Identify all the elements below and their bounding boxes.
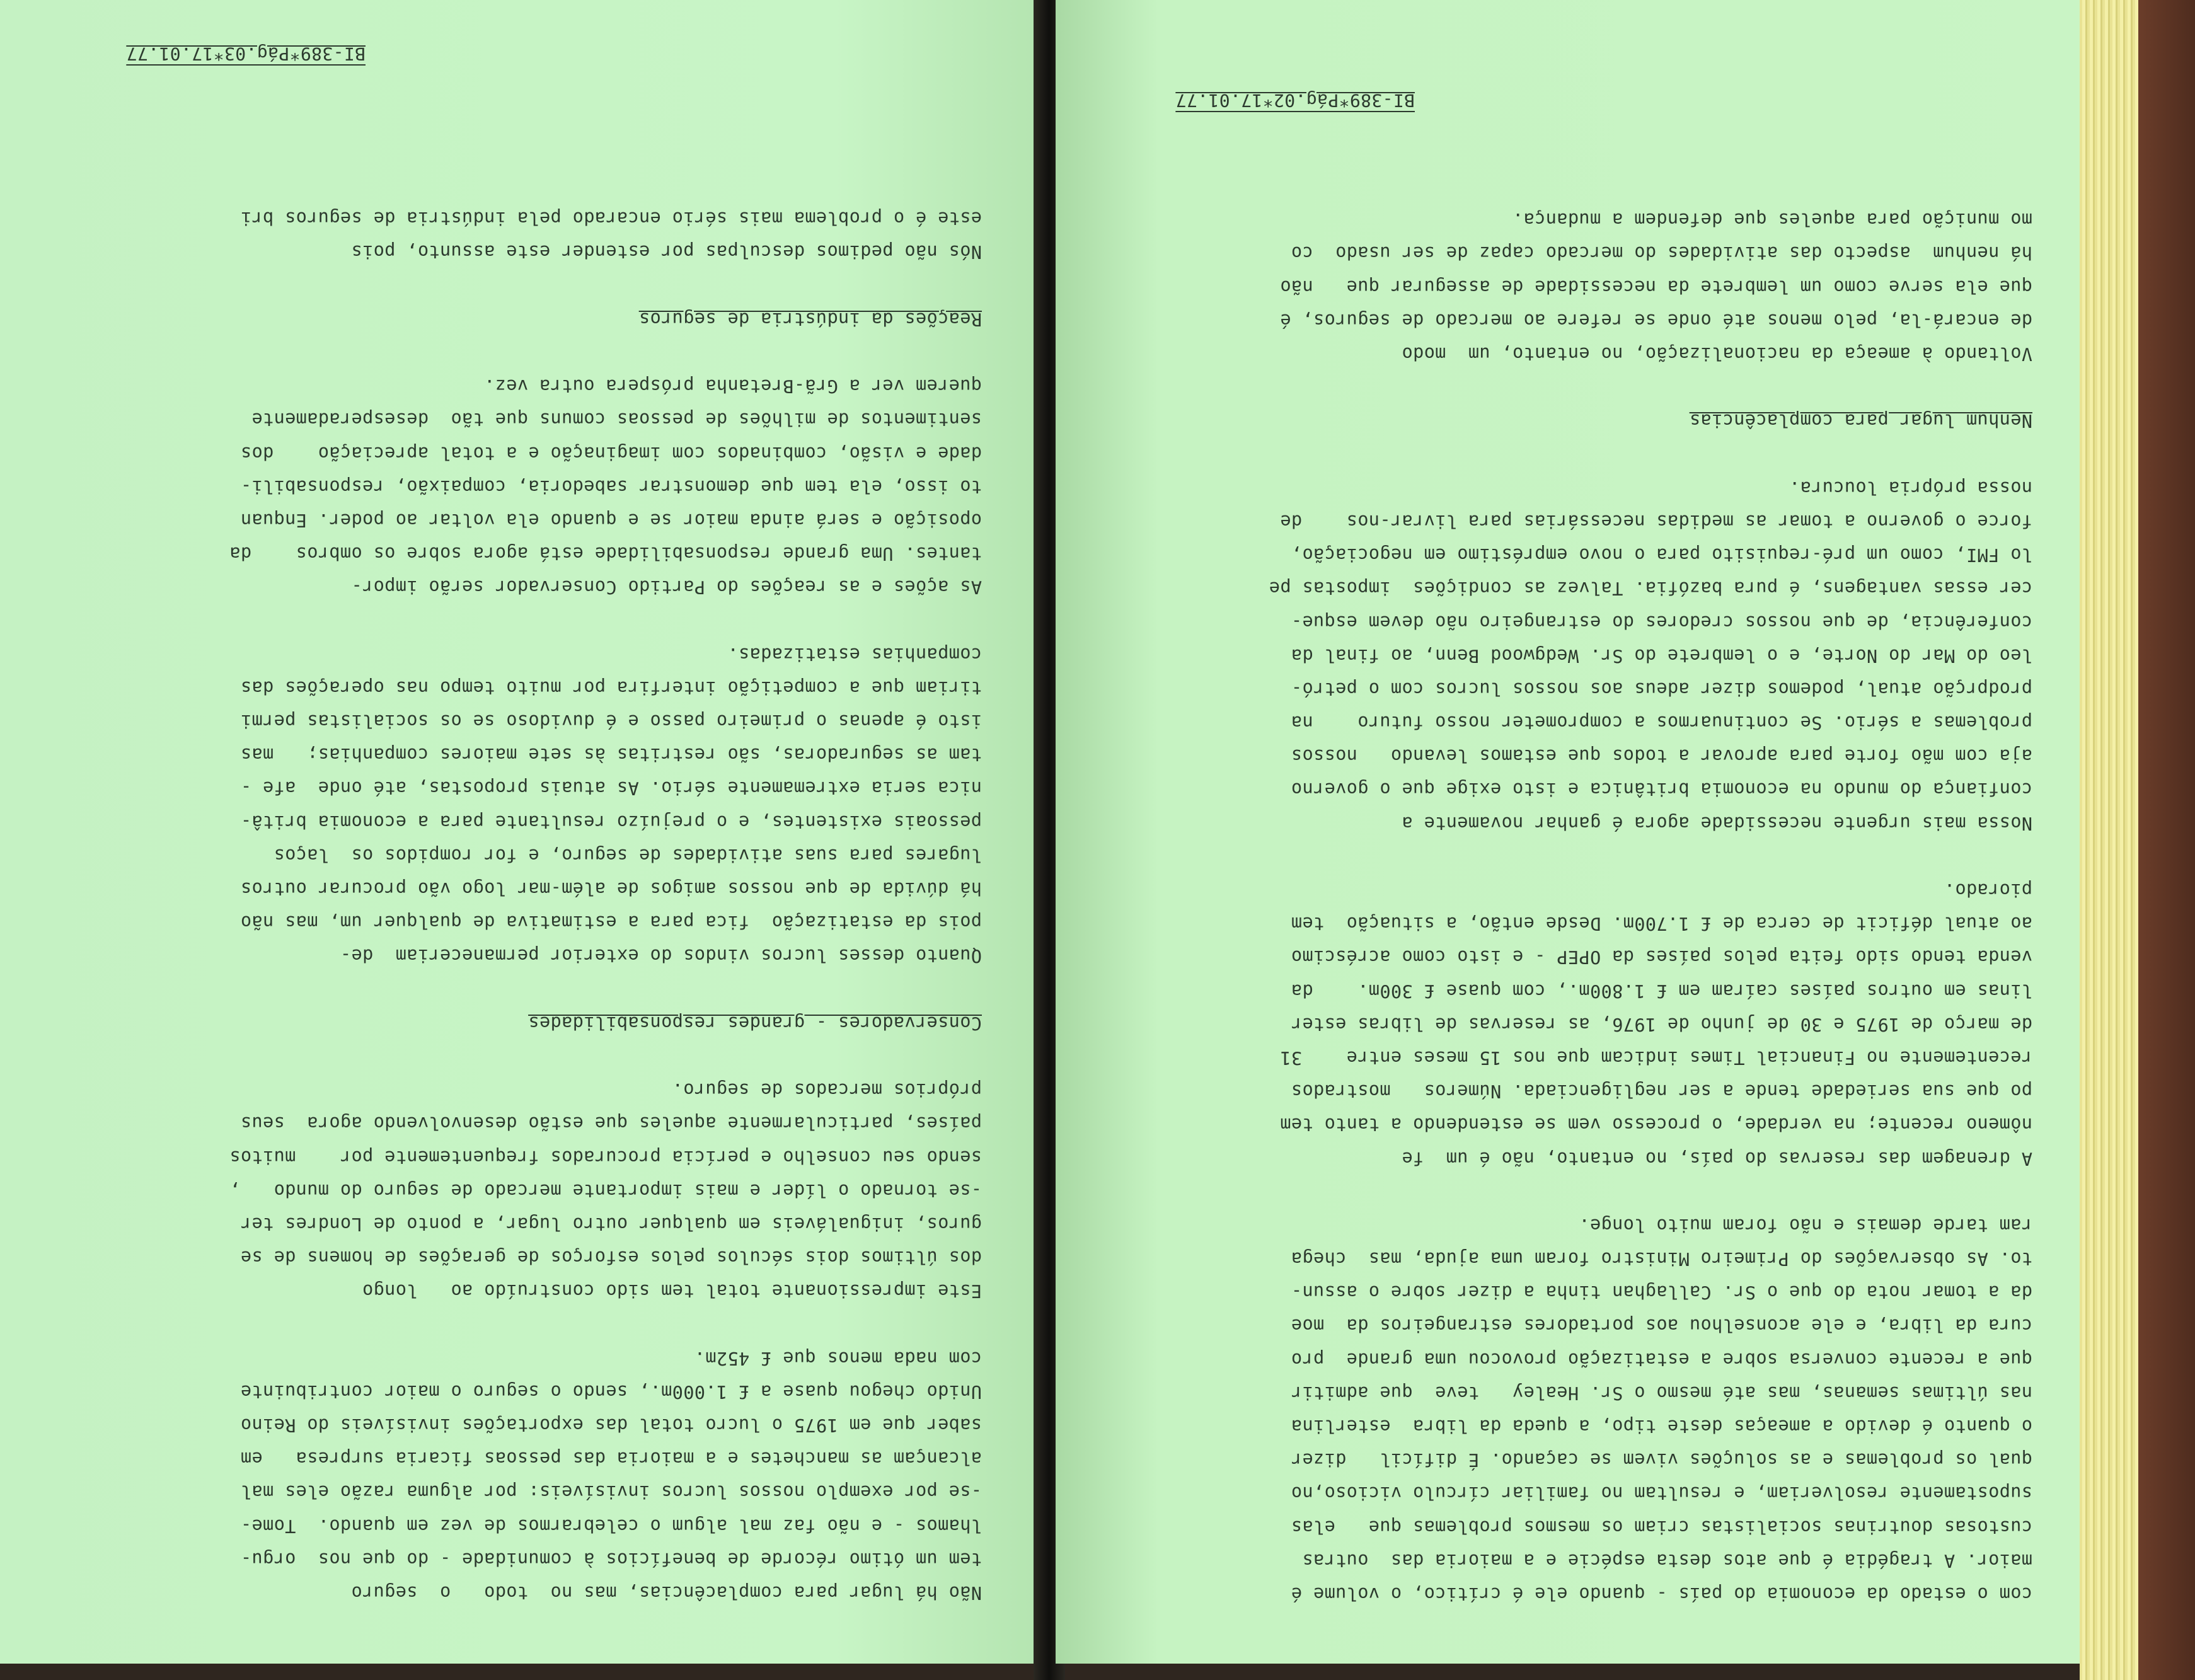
text-line: guros, inigualáveis em qualquer outro lugar, a ponto de Londres ter — [240, 1213, 982, 1234]
text-line: com nada menos que £ 452m. — [694, 1347, 982, 1369]
text-line: aja com mão forte para aprovar a todos que estamos levando nossos — [1291, 745, 2032, 767]
text-line: recentemente no Financial Times indicam que nos 15 meses entre 31 — [1280, 1047, 2032, 1068]
text-line: de março de 1975 e 30 de junho de 1976, as reservas de libras ester — [1291, 1013, 2032, 1035]
text-line: Não há lugar para complacências, mas no todo o seguro — [351, 1582, 982, 1603]
text-line: Nós não pedimos desculpas por estender este assunto, pois — [351, 241, 982, 263]
text-line: pessoais existentes, e o prejuízo resultante para a economia britâ- — [240, 811, 982, 832]
text-line: linas em outros países caíram em £ 1.800m., com quase £ 300m. da — [1291, 980, 2032, 1001]
text-line: to isso, ela tem que demonstrar sabedoria, compaixão, responsabili- — [240, 476, 982, 497]
text-line: tem um ótimo récorde de benefícios à comunidade - do que nos orgu- — [240, 1548, 982, 1570]
text-line: A drenagem das reservas do país, no entanto, não é um fe — [1402, 1148, 2032, 1169]
text-line: nica seria extremamente sério. As atuais propostas, até onde afe - — [240, 778, 982, 799]
page-edges-stack — [2080, 0, 2195, 1680]
right-page-footer: BI-389*Pág.02*17.01.77 — [1175, 90, 1415, 111]
text-line: lo FMI, como um pré-requisito para o novo empréstimo em negociação, — [1291, 544, 2032, 566]
text-line: este é o problema mais sério encarado pela indústria de seguros bri — [240, 208, 982, 229]
text-line: isto é apenas o primeiro passo e é duvidoso se os socialistas permi — [240, 711, 982, 732]
paragraph-gap — [1125, 1175, 2032, 1209]
paragraph-gap — [1125, 437, 2032, 471]
text-line: to. As observações do Primeiro Ministro foram uma ajuda, mas chega — [1291, 1248, 2032, 1270]
right-page-body — [1125, 103, 2032, 1611]
paragraph-gap — [74, 1040, 982, 1073]
section-heading: Reações da indústria de seguros — [638, 308, 982, 330]
text-line: prodprção atual, podemos dizer adeus aos nossos lucros com o petró- — [1291, 678, 2032, 699]
text-line: nossa própria loucura. — [1789, 477, 2032, 498]
text-line: há nenhum aspecto das atividades do mercado capaz de ser usado co — [1291, 243, 2032, 264]
text-line: sentimentos de milhões de pessoas comuns que tão desesperadamente — [251, 409, 982, 430]
text-line: force o governo a tomar as medidas necessárias para livrar-nos de — [1280, 511, 2032, 532]
text-line: próprios mercados de seguro. — [672, 1079, 982, 1101]
text-line: dade e visão, combinados com imaginação e a total apreciação dos — [240, 442, 982, 464]
text-line: mo munição para aqueles que defendem a mudança. — [1512, 209, 2032, 231]
text-line: alcançam as manchetes e a maioria das pessoas ficaria surpresa em — [240, 1448, 982, 1470]
text-line: lugares para suas atividades de seguro, e for rompidos os laços — [274, 844, 982, 866]
text-line: maior. A tragédia é que atos desta espécie e a maioria das outras — [1302, 1550, 2032, 1571]
text-line: nômeno recente; na verdade, o processo vem se estendendo a tanto tem — [1280, 1114, 2032, 1136]
text-line: As ações e as reações do Partido Conservador serão impor- — [351, 577, 982, 598]
text-line: com o estado da economia do país - quando ele é crítico, o volume é — [1291, 1584, 2032, 1604]
text-line: de encará-la, pelo menos até onde se refere ao mercado de seguros, é — [1280, 309, 2032, 331]
text-line: oposição e será ainda maior se e quando ela voltar ao poder. Enquan — [240, 510, 982, 531]
left-page — [0, 0, 1043, 1664]
paragraph-gap — [1125, 371, 2032, 404]
text-line: há dúvida de que nossos amigos de além-mar logo vão procurar outros — [240, 878, 982, 900]
text-line: lhamos - e não faz mal algum o celebrarmos de vez em quando. Tome- — [240, 1515, 982, 1536]
text-line: cura da libra, e ele aconselhou aos portadores estrangeiros da moe — [1291, 1315, 2032, 1337]
text-line: da a tomar nota do que o Sr. Callaghan tinha a dizer sobre o assun- — [1291, 1282, 2032, 1303]
left-page-footer: BI-389*Pág.03*17.01.77 — [126, 43, 366, 64]
text-line: venda tendo sido feita pelos países da OPEP - e isto como acréscimo — [1291, 946, 2032, 968]
paragraph-gap — [74, 1308, 982, 1341]
paragraph-gap — [1125, 840, 2032, 873]
right-page — [1056, 0, 2083, 1664]
text-line: leo do Mar do Norte, e o lembrete do Sr. Wedgwood Benn, ao final da — [1291, 645, 2032, 666]
text-line: problemas a sério. Se continuarmos a comprometer nosso futuro na — [1291, 712, 2032, 734]
section-heading: Conservadores - grandes responsabilidades — [528, 1012, 982, 1033]
text-line: qual os problemas e as soluções vivem se caçando. É difícil dizer — [1291, 1449, 2032, 1471]
text-line: custosas doutrinas socialistas criam os mesmos problemas que elas — [1291, 1516, 2032, 1538]
text-line: que a recente conversa sobre a estatização provocou uma grande pro — [1291, 1349, 2032, 1370]
book-cover-edge — [2138, 0, 2195, 1680]
text-line: dos últimos dois séculos pelos esforços de gerações de homens de se — [240, 1247, 982, 1269]
paragraph-gap — [74, 336, 982, 369]
text-line: ram tarde demais e não foram muito longe. — [1579, 1214, 2032, 1236]
text-line: o quanto é devido a ameaças deste tipo, a queda da libra esterlina — [1291, 1416, 2032, 1437]
text-line: companhias estatizadas. — [727, 643, 982, 665]
text-line: cer essas vantagens, é pura bazófia. Talvez as condições impostas pe — [1269, 578, 2032, 599]
text-line: sendo seu conselho e perícia procurados frequentemente por muitos — [229, 1146, 982, 1168]
text-line: Nossa mais urgente necessidade agora é ganhar novamente a — [1402, 812, 2032, 834]
text-line: -se tornado o líder e mais importante mercado de seguro do mundo , — [229, 1180, 982, 1201]
text-line: piorado. — [1944, 880, 2032, 901]
text-line: tam as seguradoras, são restritas às sete maiores companhias; mas — [240, 744, 982, 766]
text-line: confiança do mundo na economia britânica e isto exige que o governo — [1291, 779, 2032, 800]
text-line: Quanto desses lucros vindos do exterior permaneceriam de- — [340, 945, 982, 967]
section-heading: Nenhum lugar para complacências — [1689, 410, 2032, 432]
text-line: países, particularmente aqueles que estão desenvolvendo agora seus — [240, 1113, 982, 1134]
text-line: pois da estatização fica para a estimativa de qualquer um, mas não — [240, 912, 982, 933]
text-line: Este impressionante total tem sido construído ao longo — [362, 1280, 982, 1302]
text-line: querem ver a Grã-Bretanha próspera outra vez. — [483, 376, 982, 397]
text-line: conferência, de que nossos credores do estrangeiro não devem esque- — [1291, 611, 2032, 633]
text-line: tantes. Uma grande responsabilidade está agora sobre os ombros da — [229, 543, 982, 565]
paragraph-gap — [74, 972, 982, 1006]
paragraph-gap — [74, 269, 982, 302]
left-page-body — [74, 0, 982, 1609]
text-line: que ela serve como um lembrete da necessidade de assegurar que não — [1280, 276, 2032, 297]
text-line: po que sua seriedade tende a ser negligenciada. Números mostrados — [1291, 1081, 2032, 1102]
text-line: -se por exemplo nossos lucros invisíveis: por alguma razão eles mal — [240, 1482, 982, 1503]
text-line: tiriam que a competição interfira por muito tempo nas operações das — [240, 677, 982, 698]
text-line: ao atual déficit de cerca de £ 1.700m. Desde então, a situação tem — [1291, 913, 2032, 935]
text-line: saber que em 1975 o lucro total das exportações invisíveis do Reino — [240, 1415, 982, 1436]
text-line: nas últimas semanas, mas até mesmo o Sr. Healey teve que admitir — [1291, 1382, 2032, 1403]
paragraph-gap — [74, 604, 982, 637]
text-line: supostamente resolveriam, e resultam no familiar círculo vicioso,no — [1291, 1483, 2032, 1504]
text-line: Voltando à ameaça da nacionalização, no entanto, um modo — [1402, 343, 2032, 365]
text-line: Unido chegou quase a £ 1.000m., sendo o seguro o maior contribuinte — [240, 1381, 982, 1402]
